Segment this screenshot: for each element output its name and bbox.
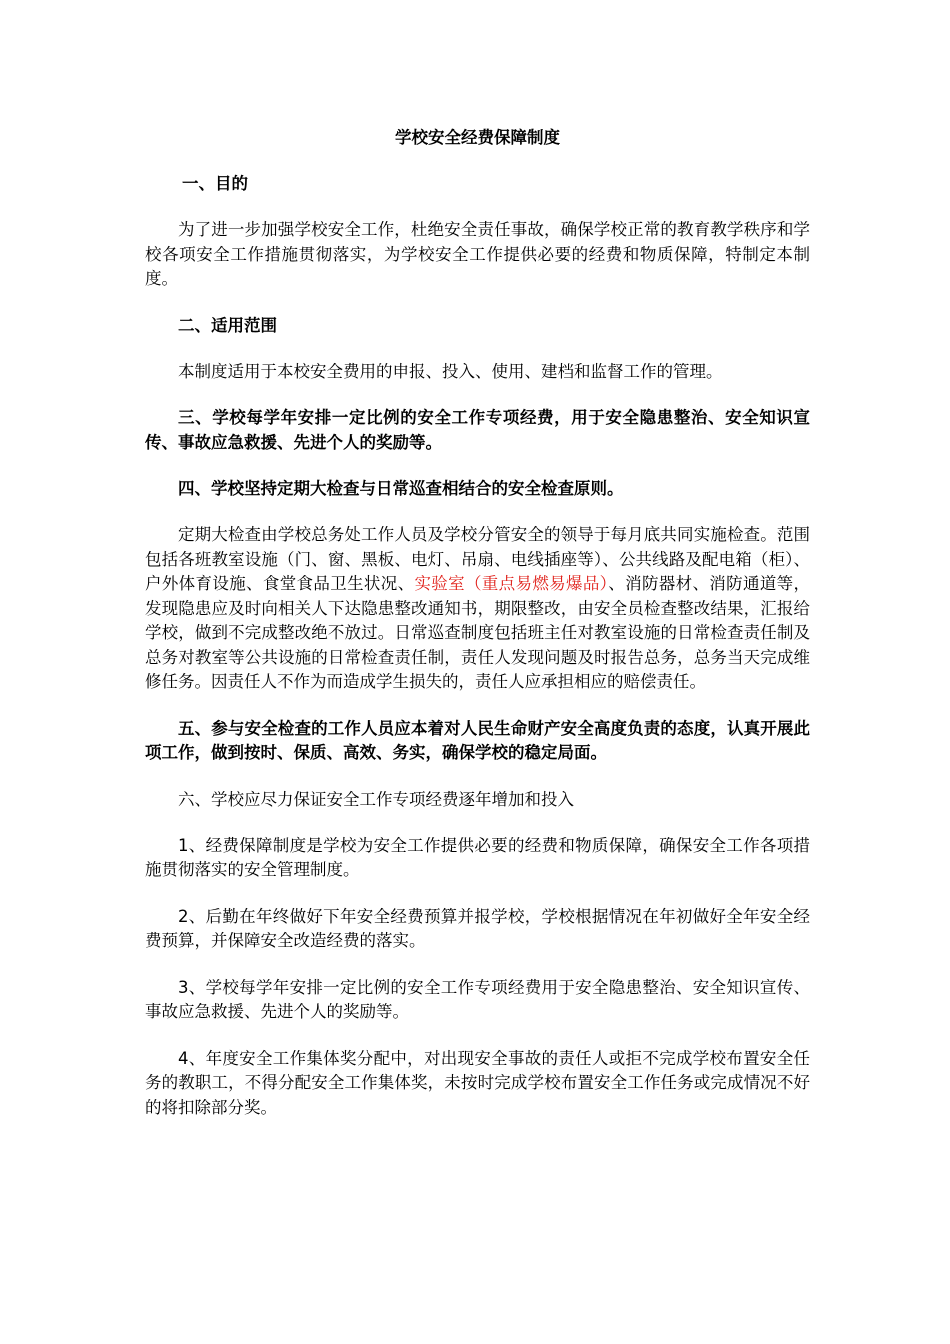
section-6-item-4: 4、年度安全工作集体奖分配中，对出现安全事故的责任人或拒不完成学校布置安全任务的教职工，不得分配安全工作集体奖，未按时完成学校布置安全工作任务或完成情况不好的将扣除部分奖。 [145,1048,810,1117]
section-6-item-2: 2、后勤在年终做好下年安全经费预算并报学校，学校根据情况在年初做好全年安全经费预算，并保障安全改造经费的落实。 [145,906,810,950]
document-title: 学校安全经费保障制度 [395,128,560,147]
section-6-item-1: 1、经费保障制度是学校为安全工作提供必要的经费和物质保障，确保安全工作各项措施贯彻落实的安全管理制度。 [145,835,810,879]
section-4-body-part-a: 定期大检查由学校总务处工作人员及学校分管安全的领导于每月底共同实施检查。范围包括各班教室设施（门、窗、黑板、电灯、吊扇、电线插座等）、公共线路及配电箱（柜）、户外体育设施、食堂食品卫生状况、 [145,525,810,593]
section-2-body: 本制度适用于本校安全费用的申报、投入、使用、建档和监督工作的管理。 [178,361,723,381]
section-6-item-3: 3、学校每学年安排一定比例的安全工作专项经费用于安全隐患整治、安全知识宣传、事故应急救援、先进个人的奖励等。 [145,977,810,1021]
section-4-highlight-lab: 实验室（重点易燃易爆品） [414,574,609,593]
document-body [145,126,810,1142]
section-5-paragraph: 五、参与安全检查的工作人员应本着对人民生命财产安全高度负责的态度，认真开展此项工作，做到按时、保质、高效、务实，确保学校的稳定局面。 [145,718,810,762]
section-1-body: 为了进一步加强学校安全工作，杜绝安全责任事故，确保学校正常的教育教学秩序和学校各项安全工作措施贯彻落实，为学校安全工作提供必要的经费和物质保障，特制定本制度。 [145,220,810,288]
section-3-paragraph: 三、学校每学年安排一定比例的安全工作专项经费，用于安全隐患整治、安全知识宣传、事故应急救援、先进个人的奖励等。 [145,408,810,452]
section-4-body-part-b: 、消防器材、消防通道等，发现隐患应及时向相关人下达隐患整改通知书，期限整改，由安全员检查整改结果，汇报给学校，做到不完成整改绝不放过。日常巡查制度包括班主任对教室设施的日常检查责任制及总务对教室等公共设施的日常检查责任制，责任人发现问题及时报告总务，总务当天完成维修任务。因责任人不作为而造成学生损失的，责任人应承担相应的赔偿责任。 [145,574,811,691]
section-2-heading: 二、适用范围 [178,315,277,335]
section-1-heading: 一、目的 [182,174,248,193]
section-6-heading: 六、学校应尽力保证安全工作专项经费逐年增加和投入 [178,789,574,809]
section-4-heading: 四、学校坚持定期大检查与日常巡查相结合的安全检查原则。 [178,479,624,498]
section-4-body [145,523,810,695]
